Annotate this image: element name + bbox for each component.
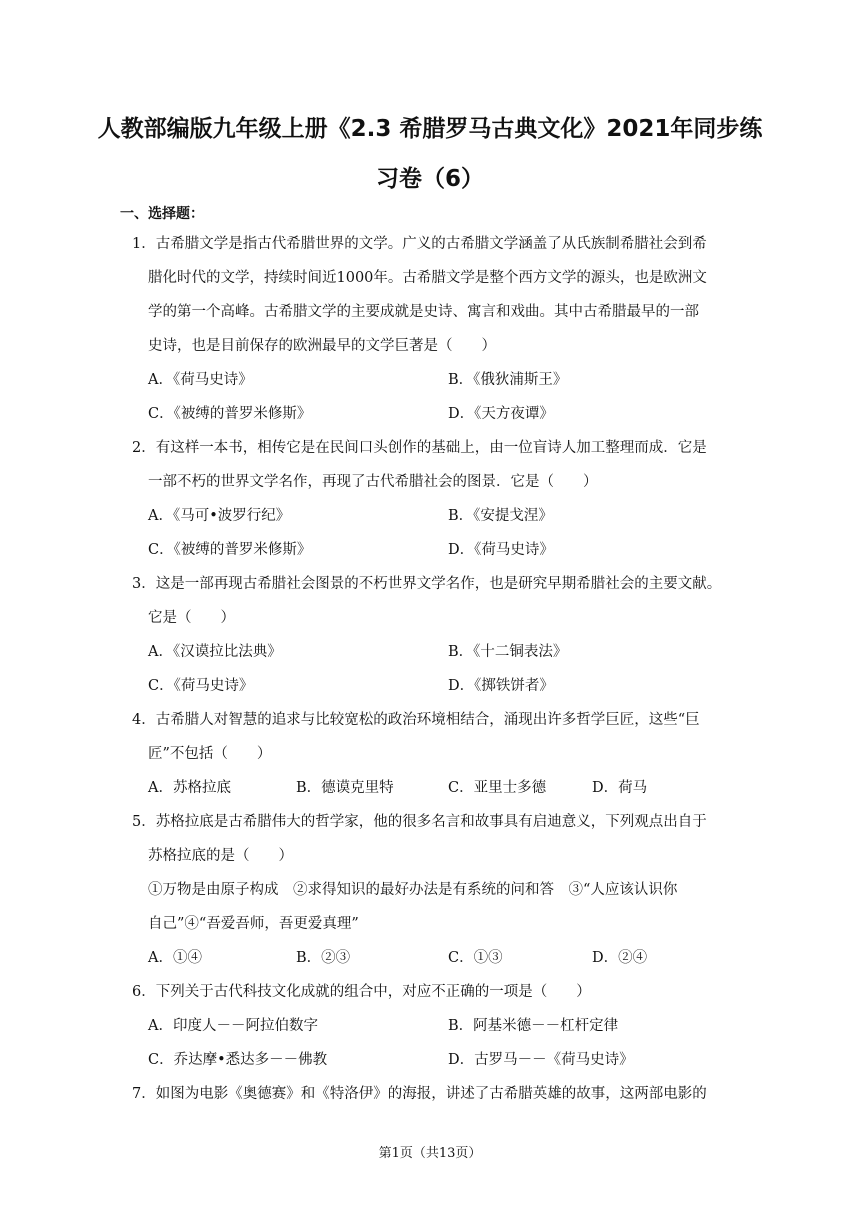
- question-4-line-1: 4．古希腊人对智慧的追求与比较宽松的政治环境相结合，涌现出许多哲学巨匠，这些“巨: [132, 712, 700, 728]
- question-4-option-a: A．苏格拉底: [148, 780, 231, 796]
- question-5-line-1: 5．苏格拉底是古希腊伟大的哲学家，他的很多名言和故事具有启迪意义，下列观点出自于: [132, 814, 707, 830]
- question-1-option-d: D．《天方夜谭》: [448, 406, 554, 422]
- question-3-line-2: 它是（ ）: [148, 610, 235, 626]
- question-1-line-3: 学的第一个高峰。古希腊文学的主要成就是史诗、寓言和戏曲。其中古希腊最早的一部: [148, 304, 699, 320]
- question-2-option-a: A．《马可•波罗行纪》: [148, 508, 291, 524]
- question-5-line-4: 自己”④“吾爱吾师，吾更爱真理”: [148, 916, 359, 932]
- question-6-line-1: 6．下列关于古代科技文化成就的组合中，对应不正确的一项是（ ）: [132, 984, 591, 1000]
- question-7-line-1: 7．如图为电影《奥德赛》和《特洛伊》的海报，讲述了古希腊英雄的故事，这两部电影的: [132, 1086, 707, 1102]
- question-3-line-1: 3．这是一部再现古希腊社会图景的不朽世界文学名作，也是研究早期希腊社会的主要文献。: [132, 576, 722, 592]
- question-3-option-c: C．《荷马史诗》: [148, 678, 254, 694]
- question-5-line-3: ①万物是由原子构成 ②求得知识的最好办法是有系统的问和答 ③“人应该认识你: [148, 882, 678, 898]
- question-1-option-a: A．《荷马史诗》: [148, 372, 253, 388]
- question-1-line-4: 史诗，也是目前保存的欧洲最早的文学巨著是（ ）: [148, 338, 496, 354]
- question-3-option-a: A．《汉谟拉比法典》: [148, 644, 282, 660]
- question-6-option-b: B．阿基米德－－杠杆定律: [448, 1018, 619, 1034]
- question-3-option-b: B．《十二铜表法》: [448, 644, 568, 660]
- page-footer: 第1页（共13页）: [378, 1146, 482, 1161]
- document-title-line2: 习卷（6）: [375, 166, 484, 192]
- question-4-line-2: 匠”不包括（ ）: [148, 746, 272, 762]
- question-5-line-2: 苏格拉底的是（ ）: [148, 848, 293, 864]
- question-5-option-c: C．①③: [448, 950, 503, 966]
- question-1-option-c: C．《被缚的普罗米修斯》: [148, 406, 312, 422]
- question-1-option-b: B．《俄狄浦斯王》: [448, 372, 568, 388]
- question-2-option-d: D．《荷马史诗》: [448, 542, 554, 558]
- question-2-option-b: B．《安提戈涅》: [448, 508, 553, 524]
- question-5-option-b: B．②③: [296, 950, 351, 966]
- question-4-option-b: B．德谟克里特: [296, 780, 394, 796]
- question-4-option-d: D．荷马: [592, 780, 648, 796]
- question-2-line-2: 一部不朽的世界文学名作，再现了古代希腊社会的图景．它是（ ）: [148, 474, 598, 490]
- question-4-option-c: C．亚里士多德: [448, 780, 547, 796]
- question-5-option-d: D．②④: [592, 950, 648, 966]
- section-heading: 一、选择题：: [120, 206, 204, 222]
- question-6-option-d: D．古罗马－－《荷马史诗》: [448, 1052, 634, 1068]
- document-title-line1: 人教部编版九年级上册《2.3 希腊罗马古典文化》2021年同步练: [97, 116, 763, 142]
- question-6-option-c: C．乔达摩•悉达多－－佛教: [148, 1052, 328, 1068]
- question-1-line-2: 腊化时代的文学，持续时间近1000年。古希腊文学是整个西方文学的源头，也是欧洲文: [148, 270, 707, 286]
- question-5-option-a: A．①④: [148, 950, 202, 966]
- question-1-line-1: 1．古希腊文学是指古代希腊世界的文学。广义的古希腊文学涵盖了从氏族制希腊社会到希: [132, 236, 707, 252]
- question-2-option-c: C．《被缚的普罗米修斯》: [148, 542, 312, 558]
- question-2-line-1: 2．有这样一本书，相传它是在民间口头创作的基础上，由一位盲诗人加工整理而成．它是: [132, 440, 707, 456]
- question-6-option-a: A．印度人－－阿拉伯数字: [148, 1018, 318, 1034]
- question-3-option-d: D．《掷铁饼者》: [448, 678, 554, 694]
